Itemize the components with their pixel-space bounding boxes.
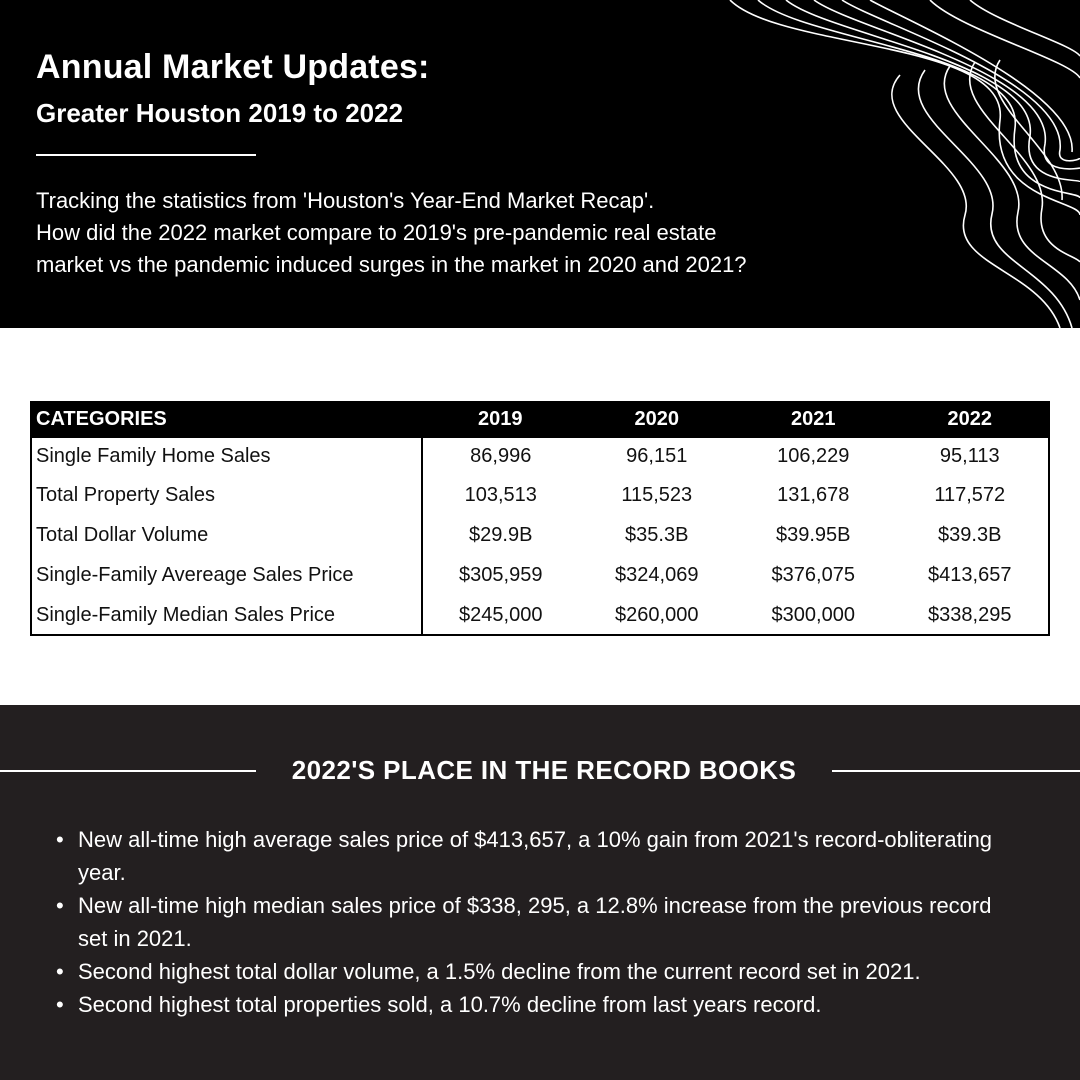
- bullet-icon: •: [56, 827, 64, 852]
- list-item-text: Second highest total dollar volume, a 1.5% decline from the current record set in 2021.: [78, 959, 921, 984]
- cell-value: $29.9B: [469, 523, 533, 546]
- records-list: [56, 823, 1016, 1021]
- market-stats-table: [30, 401, 1050, 636]
- bullet-icon: •: [56, 893, 64, 918]
- cell-value: $35.3B: [625, 523, 689, 546]
- cell-value: $305,959: [459, 563, 543, 586]
- header-year-2019: 2019: [422, 403, 579, 437]
- table-row: [32, 437, 1048, 475]
- intro-line: How did the 2022 market compare to 2019's pre-pandemic real estate: [36, 220, 717, 245]
- records-divider-right: [832, 770, 1080, 772]
- bullet-icon: •: [56, 959, 64, 984]
- table-header-row: [32, 403, 1048, 437]
- bullet-icon: •: [56, 992, 64, 1017]
- intro-text: [36, 185, 866, 281]
- cell-value: $245,000: [459, 603, 543, 626]
- records-section: [0, 705, 1080, 1080]
- page-subtitle: Greater Houston 2019 to 2022: [36, 98, 404, 128]
- cell-value: 117,572: [934, 483, 1006, 506]
- cell-value: 96,151: [579, 437, 736, 475]
- list-item: [56, 889, 1016, 955]
- row-label: Single Family Home Sales: [32, 437, 422, 475]
- row-label: Single-Family Avereage Sales Price: [32, 555, 422, 595]
- cell-value: $300,000: [771, 603, 855, 626]
- cell-value: 106,229: [735, 437, 892, 475]
- cell-value: $324,069: [615, 563, 699, 586]
- cell-value: 115,523: [621, 483, 693, 506]
- list-item: [56, 988, 1016, 1021]
- intro-line: Tracking the statistics from 'Houston's Year-End Market Recap'.: [36, 188, 655, 213]
- table-row: [32, 595, 1048, 635]
- records-divider-left: [0, 770, 256, 772]
- cell-value: 131,678: [777, 483, 850, 506]
- header-year-2021: 2021: [735, 403, 892, 437]
- list-item-text: Second highest total properties sold, a 10.7% decline from last years record.: [78, 992, 822, 1017]
- table-row: [32, 515, 1048, 555]
- header-year-2020: 2020: [579, 403, 736, 437]
- list-item-text: New all-time high median sales price of $338, 295, a 12.8% increase from the previous record set in 2021.: [78, 893, 992, 951]
- cell-value: 86,996: [422, 437, 579, 475]
- header-year-2022: 2022: [892, 403, 1049, 437]
- row-label: Total Property Sales: [32, 475, 422, 515]
- cell-value: $338,295: [928, 603, 1012, 626]
- table-row: [32, 555, 1048, 595]
- title-divider: [36, 154, 256, 156]
- list-item: [56, 955, 1016, 988]
- header-section: [0, 0, 1080, 328]
- list-item-text: New all-time high average sales price of $413,657, a 10% gain from 2021's record-obliterating year.: [78, 827, 993, 885]
- cell-value: $413,657: [928, 563, 1012, 586]
- cell-value: $39.95B: [775, 523, 851, 546]
- intro-line: market vs the pandemic induced surges in the market in 2020 and 2021?: [36, 252, 747, 277]
- list-item: [56, 823, 1016, 889]
- header-categories: CATEGORIES: [32, 403, 422, 437]
- cell-value: $376,075: [771, 563, 855, 586]
- cell-value: $39.3B: [938, 523, 1002, 546]
- table-row: [32, 475, 1048, 515]
- row-label: Single-Family Median Sales Price: [32, 595, 422, 635]
- cell-value: 103,513: [464, 483, 537, 506]
- records-title: 2022'S PLACE IN THE RECORD BOOKS: [291, 755, 797, 785]
- cell-value: $260,000: [615, 603, 699, 626]
- row-label: Total Dollar Volume: [32, 515, 422, 555]
- page-title: Annual Market Updates:: [36, 48, 430, 86]
- cell-value: 95,113: [892, 437, 1049, 475]
